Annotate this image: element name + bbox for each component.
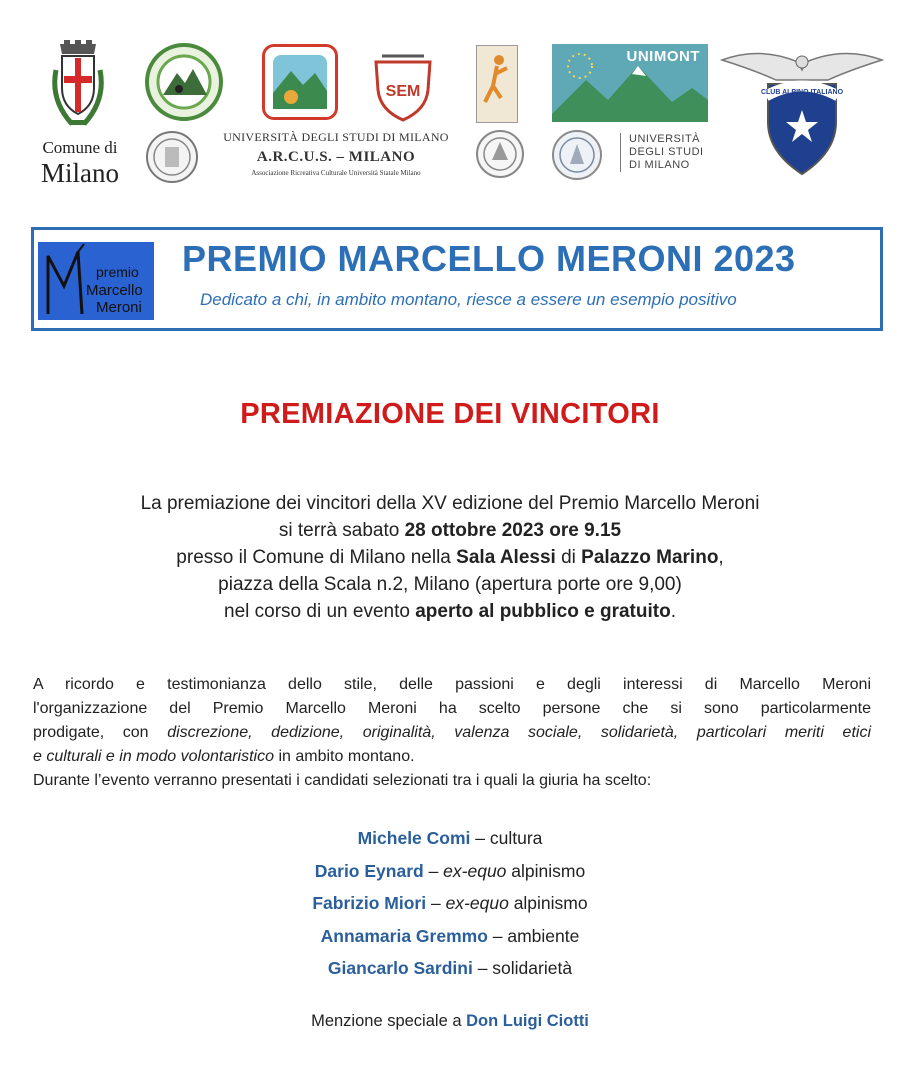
page-title: PREMIO MARCELLO MERONI 2023	[182, 238, 796, 279]
climber-logo	[476, 45, 518, 123]
announcement-line5	[0, 598, 900, 625]
special-mention	[0, 1012, 900, 1031]
paragraph-line5: Durante l’evento verranno presentati i candidati selezionati tra i quali la giuria ha scelto:	[33, 772, 652, 789]
winner-separator: –	[470, 828, 490, 848]
winner-item	[0, 920, 900, 953]
page-subtitle: Dedicato a chi, in ambito montano, riesce a essere un esempio positivo	[200, 290, 737, 309]
unimont-label: UNIMONT	[626, 48, 700, 65]
special-mention-name: Don Luigi Ciotti	[466, 1012, 589, 1030]
cai-eagle-shield-icon	[720, 40, 885, 180]
announcement-line3	[0, 544, 900, 571]
milano-logo-line1: Comune di	[42, 138, 118, 157]
university-seal-2-icon	[476, 130, 524, 178]
unimont-logo	[552, 44, 708, 122]
arcus-description: Associazione Ricreativa Culturale Università Statale Milano	[251, 169, 421, 177]
sem-shield-icon	[368, 50, 438, 122]
puzzle-mountain-logo	[262, 44, 338, 120]
section-heading: PREMIAZIONE DEI VINCITORI	[240, 398, 660, 430]
arcus-university-name: UNIVERSITÀ DEGLI STUDI DI MILANO	[223, 130, 449, 144]
winner-category: alpinismo	[506, 860, 586, 881]
venue-comma: ,	[718, 547, 724, 568]
qualities-suffix: in ambito montano.	[274, 748, 415, 765]
sem-logo	[368, 50, 438, 122]
universita-milano-logo	[620, 133, 729, 172]
announcement-block	[0, 490, 900, 625]
logo-marcello-text: Marcello	[86, 282, 143, 299]
uni-milano-line2: DEGLI STUDI	[629, 146, 704, 158]
sponsor-logos-row	[0, 0, 900, 205]
university-seal-1-icon	[146, 131, 198, 183]
mountain-animals-icon	[149, 47, 219, 117]
winner-item	[0, 822, 900, 855]
premio-title-banner	[31, 227, 883, 331]
winner-item	[0, 887, 900, 920]
premio-meroni-logo	[38, 242, 154, 320]
winner-separator: –	[423, 860, 444, 881]
announcement-line1: La premiazione dei vincitori della XV edizione del Premio Marcello Meroni	[140, 493, 760, 514]
winner-ex-equo: ex-equo	[445, 893, 509, 913]
winner-separator: –	[426, 893, 446, 913]
access-prefix: nel corso di un evento	[224, 601, 416, 622]
qualities-list: discrezione, dedizione, originalità, valenza sociale, solidarietà, particolari meriti etici	[167, 724, 871, 741]
winner-category: alpinismo	[508, 893, 588, 913]
winner-separator: –	[472, 958, 493, 978]
qualities-list-end: e culturali e in modo volontaristico	[33, 748, 275, 765]
milano-coat-of-arms-icon	[48, 40, 108, 135]
winner-item	[0, 855, 900, 888]
paragraph-line4	[33, 745, 871, 769]
puzzle-mountain-icon	[265, 47, 335, 117]
venue-connector: di	[555, 547, 582, 568]
winner-category: cultura	[489, 828, 543, 848]
arcus-milano-logo	[205, 130, 467, 182]
venue-building: Palazzo Marino	[581, 547, 719, 568]
winner-name: Annamaria Gremmo	[320, 925, 488, 946]
announcement-line4: piazza della Scala n.2, Milano (apertura porte ore 9,00)	[218, 574, 682, 595]
winner-name: Dario Eynard	[314, 860, 424, 881]
comitato-scientifico-logo	[145, 43, 223, 121]
date-prefix: si terrà sabato	[278, 520, 405, 541]
milano-logo-line2: Milano	[41, 158, 119, 188]
access-period: .	[670, 601, 676, 622]
special-mention-label: Menzione speciale a	[311, 1012, 467, 1030]
logo-premio-text: premio	[96, 264, 139, 280]
qualities-prefix: prodigate, con	[33, 724, 168, 741]
venue-room: Sala Alessi	[456, 547, 556, 568]
climber-icon	[477, 46, 517, 122]
event-date: 28 ottobre 2023 ore 9.15	[404, 520, 622, 541]
venue-prefix: presso il Comune di Milano nella	[176, 547, 457, 568]
winner-separator: –	[487, 925, 508, 946]
winner-category: ambiente	[507, 925, 580, 946]
seal-tree-icon	[478, 132, 522, 176]
winner-name: Fabrizio Miori	[312, 893, 427, 913]
winner-item	[0, 952, 900, 985]
announcement-line2	[0, 517, 900, 544]
cai-ribbon-text: CLUB ALPINO ITALIANO	[760, 89, 844, 96]
winner-name: Giancarlo Sardini	[327, 958, 473, 978]
paragraph-line2: l'organizzazione del Premio Marcello Meroni ha scelto persone che si sono particolarmente	[33, 700, 871, 717]
uni-milano-line1: UNIVERSITÀ	[629, 133, 701, 145]
seal-figure-icon	[148, 133, 196, 181]
seal-minerva-icon	[554, 132, 600, 178]
description-paragraph	[33, 673, 871, 793]
winner-ex-equo: ex-equo	[443, 860, 507, 881]
comune-di-milano-logo	[30, 40, 130, 188]
uni-milano-line3: DI MILANO	[629, 159, 690, 171]
paragraph-line3	[33, 721, 871, 745]
club-alpino-italiano-logo	[720, 40, 885, 180]
paragraph-line1: A ricordo e testimonianza dello stile, delle passioni e degli interessi di Marcello Meroni	[33, 676, 871, 693]
arcus-name: A.R.C.U.S. – MILANO	[256, 149, 416, 165]
sem-text: SEM	[385, 83, 421, 100]
winners-list	[0, 822, 900, 985]
university-seal-3-icon	[552, 130, 602, 180]
access-info: aperto al pubblico e gratuito	[415, 601, 671, 622]
winner-category: solidarietà	[492, 958, 573, 978]
logo-meroni-text: Meroni	[96, 299, 142, 316]
winner-name: Michele Comi	[357, 828, 471, 848]
